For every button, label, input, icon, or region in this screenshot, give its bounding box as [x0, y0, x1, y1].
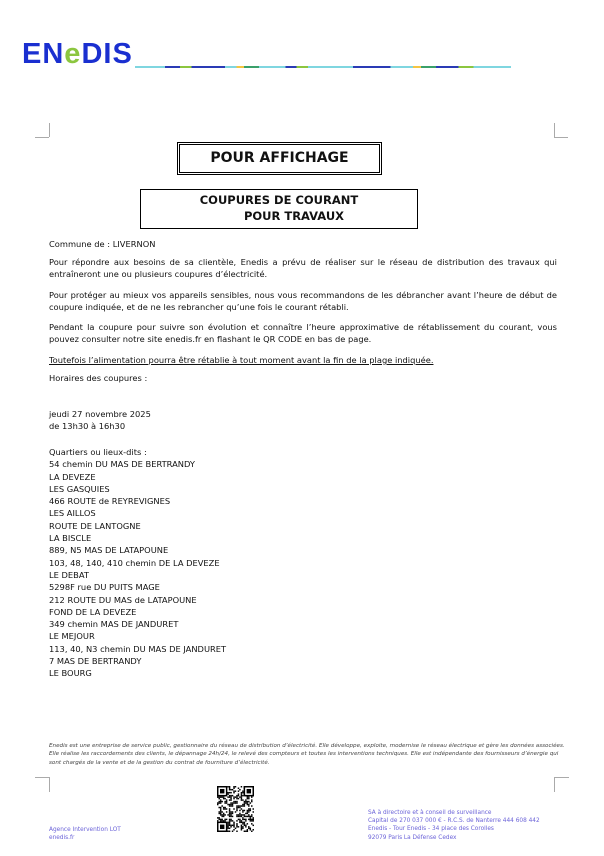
enedis-logo: ENeDIS	[22, 38, 133, 70]
company-line: SA à directoire et à conseil de surveillance	[368, 810, 492, 816]
place-item: LA DEVEZE	[49, 471, 96, 482]
place-item: 466 ROUTE de REYREVIGNES	[49, 496, 171, 507]
crop-mark	[554, 777, 569, 792]
places-label: Quartiers ou lieux-dits :	[49, 447, 147, 457]
crop-mark	[554, 137, 568, 152]
company-line: 92079 Paris La Défense Cedex	[368, 834, 457, 841]
place-item: LE BOURG	[49, 668, 92, 679]
paragraph: Pour protéger au mieux vos appareils sensibles, nous vous recommandons de les débrancher avant l’heure de début de coupure indiquée, et de ne les rebrancher qu’une fois le courant rétabli.	[49, 290, 557, 313]
company-line: Enedis - Tour Enedis - 34 place des Corolles	[368, 826, 494, 833]
legal-text: Enedis est une entreprise de service public, gestionnaire du réseau de distribution d’électricité. Elle développe, exploite, modernise le réseau électrique et gère les données associées. Elle réalise les raccordements des clients, le dépannage 24h/24, le relevé des compteurs et toutes les interventions techniques. Elle est indépendante des fournisseurs d’énergie qui sont chargés de la vente et de la gestion du contrat de fourniture d’électricité.	[49, 743, 565, 766]
place-item: 103, 48, 140, 410 chemin DE LA DEVEZE	[49, 557, 220, 568]
time-range: de 13h30 à 16h30	[49, 421, 126, 431]
footer-agency	[49, 826, 121, 842]
commune: Commune de : LIVERNON	[49, 239, 156, 249]
subtitle-line: POUR TRAVAUX	[243, 209, 345, 223]
crop-mark	[35, 137, 49, 152]
place-item: 212 ROUTE DU MAS de LATAPOUNE	[49, 594, 197, 605]
footer-company	[368, 809, 540, 842]
place-item: LES AILLOS	[49, 508, 96, 519]
place-item: LES GASQUIES	[49, 483, 110, 494]
place-item: 113, 40, N3 chemin DU MAS DE JANDURET	[49, 643, 227, 654]
date: jeudi 27 novembre 2025	[49, 409, 151, 419]
page-title: POUR AFFICHAGE	[177, 142, 382, 175]
crop-mark	[49, 123, 50, 137]
place-item: LE DEBAT	[49, 569, 89, 580]
place-item: 349 chemin MAS DE JANDURET	[49, 619, 179, 630]
subtitle-box	[140, 189, 418, 229]
place-item: ROUTE DE LANTOGNE	[49, 520, 141, 531]
site-link[interactable]: enedis.fr	[49, 835, 75, 842]
subtitle-line: COUPURES DE COURANT	[199, 193, 359, 207]
qr-code[interactable]	[217, 786, 254, 832]
company-line: Capital de 270 037 000 € - R.C.S. de Nanterre 444 608 442	[368, 818, 540, 825]
place-item: LE MEJOUR	[49, 631, 95, 642]
place-item: LA BISCLE	[49, 533, 92, 544]
crop-mark	[35, 777, 50, 792]
place-item: 889, N5 MAS DE LATAPOUNE	[49, 545, 169, 556]
crop-mark	[554, 123, 555, 137]
agency-name: Agence Intervention LOT	[49, 827, 121, 833]
notice: Toutefois l’alimentation pourra être rétablie à tout moment avant la fin de la plage indiquée.	[49, 355, 434, 365]
place-item: 5298F rue DU PUITS MAGE	[49, 582, 160, 593]
header-stripe	[135, 66, 511, 68]
paragraph: Pour répondre aux besoins de sa clientèle, Enedis a prévu de réaliser sur le réseau de distribution des travaux qui entraîneront une ou plusieurs coupures d’électricité.	[49, 257, 557, 280]
place-item: FOND DE LA DEVEZE	[49, 606, 137, 617]
schedule-label: Horaires des coupures :	[49, 373, 148, 383]
paragraph: Pendant la coupure pour suivre son évolution et connaître l’heure approximative de rétablissement du courant, vous pouvez consulter notre site enedis.fr en flashant le QR CODE en bas de page.	[49, 322, 557, 345]
place-item: 54 chemin DU MAS DE BERTRANDY	[49, 459, 195, 470]
place-item: 7 MAS DE BERTRANDY	[49, 656, 142, 667]
places-list	[49, 446, 226, 680]
